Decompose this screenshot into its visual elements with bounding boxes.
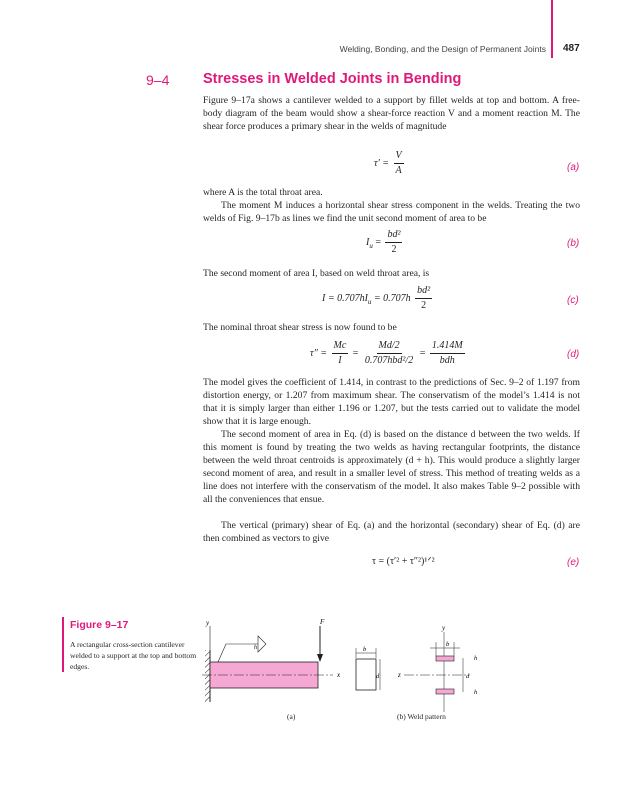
paragraph-2: where A is the total throat area. (203, 187, 323, 198)
figure-caption: A rectangular cross-section cantilever welded to a support at the top and bottom edges. (70, 640, 197, 671)
figure-9-17-drawing (198, 612, 498, 712)
figure-b-caption: (b) Weld pattern (397, 712, 446, 721)
cross-section (356, 659, 376, 690)
paragraph-1: Figure 9–17a shows a cantilever welded to a support by fillet welds at top and bottom. A free-body diagram of the beam would show a shear-force reaction V and a moment reaction M. The shear force produces a primary shear in the welds of magnitude (203, 95, 580, 132)
header-accent-bar (551, 0, 553, 58)
weld-h-top: h (474, 655, 478, 662)
section-number: 9–4 (146, 72, 170, 88)
paragraph-3: The moment M induces a horizontal shear stress component in the welds. Treating the two welds of Fig. 9–17b as lines we find the unit second moment of area to be (203, 200, 580, 224)
equation-c: $I = 0.707hI_u = 0.707h$ $\frac{\text{bd²}}{2}$ (322, 285, 431, 311)
depth-label-b: d (466, 673, 470, 680)
section-title: Stresses in Welded Joints in Bending (203, 71, 462, 87)
y-label-a: y (206, 619, 210, 627)
weld-symbol (218, 644, 258, 662)
weld-h-bottom: h (474, 689, 478, 696)
equation-e: τ = (τ′² + τ″²)¹ᐟ² (372, 556, 435, 567)
width-label-b: b (446, 641, 450, 648)
equation-d: τ″ = $\frac{Mc}{I}$ = $\frac{Md/2}{\text{0.707hbd²/2}}$ = $\frac{1.414M}{\text{bdh}}$ (310, 340, 463, 366)
equation-b: $I_u$ = $\frac{\text{bd²}}{2}$ (366, 229, 401, 255)
equation-e-label: (e) (567, 557, 580, 568)
paragraph-6: The model gives the coefficient of 1.414, in contrast to the predictions of Sec. 9–2 of 1.197 from distortion energy, or 1.207 from maximum shear. The conservatism of the model’s 1.414 is not that it is simply larger than either 1.196 or 1.207, but the tests carried out to validate the model show that it is large enough. (203, 377, 580, 427)
equation-a: τ′ = $\frac{V}{A}$ (374, 150, 402, 176)
paragraph-4: The second moment of area I, based on weld throat area, is (203, 268, 430, 279)
figure-accent-bar (62, 617, 64, 672)
width-label-a: b (363, 646, 367, 653)
x-label: x (337, 671, 341, 679)
equation-a-label: (a) (567, 162, 580, 173)
equation-d-label: (d) (567, 349, 580, 360)
page-number: 487 (563, 43, 580, 54)
weld-size-label: h (254, 645, 257, 651)
paragraph-8: The vertical (primary) shear of Eq. (a) and the horizontal (secondary) shear of Eq. (d) are then combined as vectors to give (203, 520, 580, 544)
figure-a (202, 618, 341, 702)
figure-label: Figure 9–17 (70, 619, 129, 631)
wall-support (205, 650, 210, 702)
bottom-weld (436, 689, 454, 694)
depth-label-a: d (376, 673, 380, 680)
paragraph-5: The nominal throat shear stress is now found to be (203, 322, 397, 333)
equation-c-label: (c) (567, 295, 579, 306)
equation-b-label: (b) (567, 238, 580, 249)
top-weld (436, 656, 454, 661)
force-label: F (320, 618, 325, 626)
running-title: Welding, Bonding, and the Design of Permanent Joints (339, 44, 546, 54)
y-label-b: y (442, 624, 446, 632)
figure-a-caption: (a) (287, 712, 296, 721)
z-label: z (398, 671, 401, 679)
figure-b (397, 624, 477, 712)
paragraph-7: The second moment of area in Eq. (d) is based on the distance d between the two welds. If this moment is found by treating the two welds as having rectangular footprints, the distance between the weld throat centroids is approximately (d + h). This would produce a slightly larger second moment of area, and result in a smaller level of stress. This method of treating welds as a line does not interfere with the conservatism of the model. It also makes Table 9–2 possible with all the conveniences that ensue. (203, 429, 580, 505)
figure-a-section (356, 646, 380, 690)
